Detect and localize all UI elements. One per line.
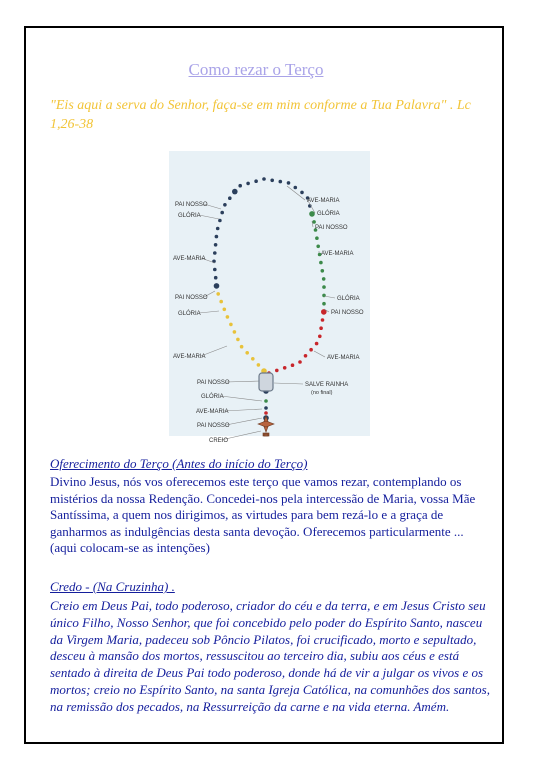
rosary-small-bead [318,335,322,339]
label-ave-maria: AVE-MARIA [196,409,229,415]
credo-heading: Credo - (Na Cruzinha) . [50,579,175,594]
rosary-small-bead [322,277,326,281]
rosary-small-bead [300,191,304,195]
rosary-small-bead [304,354,308,358]
rosary-small-bead [216,227,220,231]
bible-quote: "Eis aqui a serva do Senhor, faça-se em mim conforme a Tua Palavra" . Lc 1,26-38 [50,98,471,132]
label-pai-nosso: PAI NOSSO [175,202,208,208]
label-salve-rainha: SALVE RAINHA [305,382,349,388]
rosary-pendant-bead [264,411,268,415]
rosary-small-bead [319,326,323,330]
rosary-small-bead [245,351,249,355]
rosary-small-bead [220,211,224,215]
rosary-pendant-bead [264,406,268,410]
rosary-small-bead [240,345,244,349]
rosary-small-bead [322,285,326,289]
rosary-small-bead [254,179,258,183]
label-no-final: (no final) [311,390,333,396]
label-pai-nosso: PAI NOSSO [331,310,364,316]
rosary-small-bead [322,294,326,298]
rosary-pendant-bead [264,399,268,403]
label-gloria: GLÓRIA [178,311,201,317]
rosary-small-bead [228,196,232,200]
diagram-background [169,151,370,436]
rosary-small-bead [279,180,283,184]
oferecimento-text: Divino Jesus, nós vos oferecemos este terço que vamos rezar, contemplando os mistérios da nossa Redenção. Concedei-nos pela intercessão de Maria, vossa Mãe Santíssima, a quem nos dirigimos, as virtudes para bem rezá-lo e a graça de ganharmos as indulgências desta santa devoção. Oferecemos particularmente ... (aqui colocam-se as intenções) [50,474,476,556]
rosary-small-bead [223,203,227,207]
rosary-small-bead [218,219,222,223]
rosary-small-bead [262,177,266,181]
label-pai-nosso: PAI NOSSO [315,225,348,231]
rosary-small-bead [316,245,320,249]
rosary-small-bead [213,251,217,255]
label-ave-maria: AVE-MARIA [327,355,360,361]
medal-icon [259,373,273,391]
rosary-small-bead [223,308,227,312]
rosary-small-bead [229,323,233,327]
crucifix-icon [263,433,269,436]
rosary-small-bead [226,315,230,319]
rosary-small-bead [238,184,242,188]
page-title: Como rezar o Terço [188,60,324,79]
rosary-small-bead [322,302,326,306]
rosary-small-bead [215,235,219,239]
label-ave-maria: AVE-MARIA [307,198,340,204]
rosary-small-bead [315,236,319,240]
label-gloria: GLÓRIA [317,211,340,217]
rosary-small-bead [291,363,295,367]
rosary-small-bead [251,357,255,361]
label-creio: CREIO [209,438,229,444]
rosary-small-bead [321,318,325,322]
page-frame [24,26,504,744]
rosary-small-bead [214,243,218,247]
label-gloria: GLÓRIA [178,213,201,219]
rosary-small-bead [233,330,237,334]
rosary-small-bead [298,360,302,364]
label-pai-nosso: PAI NOSSO [175,295,208,301]
rosary-small-bead [213,268,217,272]
label-gloria: GLÓRIA [337,296,360,302]
rosary-small-bead [283,366,287,370]
rosary-small-bead [257,363,261,367]
label-pai-nosso: PAI NOSSO [197,380,230,386]
label-ave-maria: AVE-MARIA [321,251,354,257]
rosary-small-bead [219,300,223,304]
rosary-small-bead [319,261,323,265]
rosary-small-bead [214,276,218,280]
rosary-diagram [169,151,370,444]
rosary-small-bead [236,338,240,342]
rosary-small-bead [294,186,298,190]
label-pai-nosso: PAI NOSSO [197,423,230,429]
rosary-small-bead [321,269,325,273]
rosary-small-bead [312,220,316,224]
rosary-small-bead [275,369,279,373]
rosary-small-bead [309,348,313,352]
rosary-small-bead [246,182,250,186]
rosary-small-bead [270,179,274,183]
credo-text: Creio em Deus Pai, todo poderoso, criador do céu e da terra, e em Jesus Cristo seu único Filho, Nosso Senhor, que foi concebido pelo poder do Espírito Santo, nasceu da Virgem Maria, padeceu sob Pôncio Pilatos, foi crucificado, morto e sepultado, desceu à mansão dos mortos, ressuscitou ao terceiro dia, subiu aos céus e está sentado à direita de Deus Pai todo poderoso, donde há de vir a julgar os vivos e os mortos; creio no Espírito Santo, na santa Igreja Católica, na comunhões dos santos, na remissão dos pecados, na Ressurreição da carne e na vida eterna. Amém. [50,598,490,714]
label-ave-maria: AVE-MARIA [173,354,206,360]
rosary-small-bead [287,181,291,185]
label-gloria: GLÓRIA [201,394,224,400]
rosary-large-bead [214,283,220,289]
rosary-large-bead [232,189,238,195]
rosary-small-bead [315,342,319,346]
rosary-large-bead [309,211,315,217]
oferecimento-heading: Oferecimento do Terço (Antes do início do Terço) [50,456,308,471]
label-ave-maria: AVE-MARIA [173,256,206,262]
rosary-small-bead [216,292,220,296]
